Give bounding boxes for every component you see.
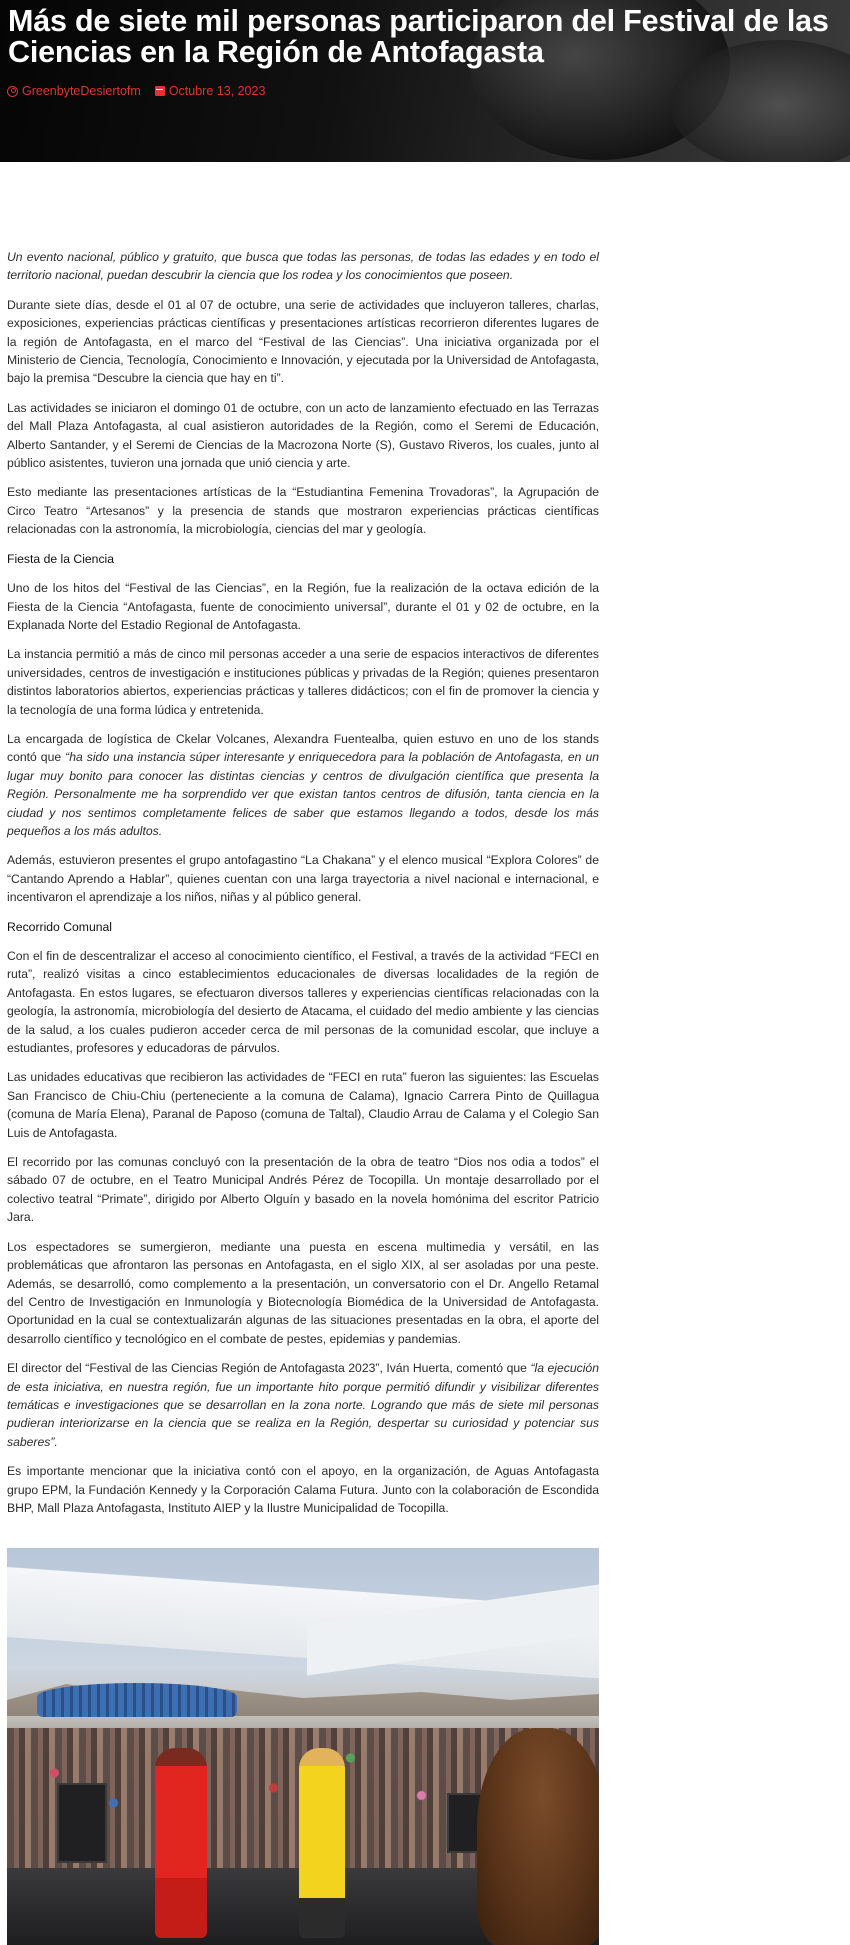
photo-performer-yellow [299, 1748, 345, 1938]
article-photo [7, 1548, 599, 1945]
quote-intro: La encargada de logística de Ckelar Volcanes, Alexandra Fuentealba, quien estuvo en uno de los stands contó que [7, 731, 599, 765]
quote-text: “ha sido una instancia súper interesante y enriquecedora para la población de Antofagasta, en un lugar muy bonito para conocer las distintas ciencias y centros de divulgación científica que presenta la Región. Personalmente me ha sorprendido ver que existan tantos centros de difusión, tanta ciencia en la ciudad y nos sentimos completamente felices de saber que estamos llegando a todos, desde los más pequeños a los más adultos. [7, 750, 599, 838]
paragraph: Con el fin de descentralizar el acceso al conocimiento científico, el Festival, a través de la actividad “FECI en ruta”, realizó visitas a cinco establecimientos educacionales de diversas localidades de la región de Antofagasta. En estos lugares, se efectuaron diversos talleres y experiencias científicas relacionadas con la geología, la astronomía, microbiología del desierto de Atacama, el cuidado del medio ambiente y las ciencias de la salud, a los cuales pudieron acceder cerca de mil personas de la comunidad escolar, que incluye a estudiantes, profesores y educadoras de párvulos. [7, 949, 599, 1056]
article-lead: Un evento nacional, público y gratuito, que busca que todas las personas, de todas las edades y en todo el territorio nacional, puedan descubrir la ciencia que los rodea y los conocimientos que poseen. [7, 250, 599, 283]
section-heading-fiesta: Fiesta de la Ciencia [7, 551, 115, 566]
quote-text: “la ejecución de esta iniciativa, en nuestra región, fue un importante hito porque permitió difundir y visibilizar diferentes temáticas e investigaciones que se desarrollan en la zona norte. Logrando que más de siete mil personas pudieran interiorizarse en la ciencia que se realiza en la Región, despertar su curiosidad y potenciar sus saberes”. [7, 1361, 599, 1449]
article-title: Más de siete mil personas participaron del Festival de las Ciencias en la Región de Antofagasta [8, 4, 829, 69]
paragraph: La instancia permitió a más de cinco mil personas acceder a una serie de espacios interactivos de diferentes universidades, centros de investigación e instituciones públicas y privadas de la Región; quienes presentaron distintos laboratorios abiertos, experiencias prácticas y talleres didácticos; con el fin de promover la ciencia y la tecnología de una forma lúdica y entretenida. [7, 647, 599, 717]
author-link[interactable] [7, 84, 141, 98]
paragraph: Las actividades se iniciaron el domingo 01 de octubre, con un acto de lanzamiento efectuado en las Terrazas del Mall Plaza Antofagasta, al cual asistieron autoridades de la Región, como el Seremi de Educación, Alberto Santander, y el Seremi de Ciencias de la Macrozona Norte (S), Gustavo Riveros, los cuales, junto al público asistentes, tuvieron una jornada que unió ciencia y arte. [7, 400, 599, 471]
paragraph: Esto mediante las presentaciones artísticas de la “Estudiantina Femenina Trovadoras”, la Agrupación de Circo Teatro “Artesanos” y la presencia de stands que mostraron experiencias prácticas científicas relacionadas con la astronomía, la microbiología, ciencias del mar y geología. [7, 485, 599, 537]
article-hero [0, 0, 850, 162]
user-icon [7, 86, 18, 97]
paragraph: El recorrido por las comunas concluyó con la presentación de la obra de teatro “Dios nos odia a todos” el sábado 07 de octubre, en el Teatro Municipal Andrés Pérez de Tocopilla. Un montaje desarrollado por el colectivo teatral “Primate”, dirigido por Alberto Olguín y basado en la novela homónima del escritor Patricio Jara. [7, 1155, 599, 1225]
publish-date: Octubre 13, 2023 [168, 84, 266, 98]
author-name: GreenbyteDesiertofm [22, 84, 141, 98]
paragraph: Durante siete días, desde el 01 al 07 de octubre, una serie de actividades que incluyeron talleres, charlas, exposiciones, experiencias prácticas científicas y presentaciones artísticas recorrieron diferentes lugares de la región de Antofagasta, en el marco del “Festival de las Ciencias”. Una iniciativa organizada por el Ministerio de Ciencia, Tecnología, Conocimiento e Innovación, y ejecutada por la Universidad de Antofagasta, bajo la premisa “Descubre la ciencia que hay en ti”. [7, 297, 599, 386]
paragraph: Los espectadores se sumergieron, mediante una puesta en escena multimedia y versátil, en las problemáticas que afrontaron las personas en Antofagasta, en el siglo XIX, al ser asoladas por una peste. Además, se desarrolló, como complemento a la presentación, un conversatorio con el Dr. Angello Retamal del Centro de Investigación en Inmunología y Biotecnología Biomédica de la Universidad de Antofagasta. Oportunidad en la cual se contextualizarán algunas de las situaciones presentadas en la obra, el aporte del desarrollo científico y tecnológico en el combate de pestes, epidemias y pandemias. [7, 1239, 599, 1346]
paragraph [7, 730, 599, 840]
calendar-icon [155, 86, 165, 96]
photo-bear-mascot [477, 1728, 599, 1945]
paragraph: Uno de los hitos del “Festival de las Ciencias”, en la Región, fue la realización de la octava edición de la Fiesta de la Ciencia “Antofagasta, fuente de conocimiento universal”, durante el 01 y 02 de octubre, en la Explanada Norte del Estadio Regional de Antofagasta. [7, 581, 599, 632]
photo-stadium [37, 1683, 237, 1717]
photo-speaker [57, 1783, 107, 1863]
paragraph: Las unidades educativas que recibieron las actividades de “FECI en ruta” fueron las siguientes: las Escuelas San Francisco de Chiu-Chiu (perteneciente a la comuna de Calama), Ignacio Carrera Pinto de Quillagua (comuna de María Elena), Paranal de Paposo (comuna de Taltal), Claudio Arrau de Calama y el Colegio San Luis de Antofagasta. [7, 1070, 599, 1140]
article-body [7, 248, 599, 1528]
paragraph [7, 1359, 599, 1451]
quote-intro: El director del “Festival de las Ciencias Región de Antofagasta 2023”, Iván Huerta, comentó que [7, 1361, 531, 1376]
section-heading-recorrido: Recorrido Comunal [7, 919, 112, 934]
paragraph: Además, estuvieron presentes el grupo antofagastino “La Chakana” y el elenco musical “Explora Colores” de “Cantando Aprendo a Hablar”, quienes cuentan con una larga trayectoria a nivel nacional e internacional, e incentivaron el aprendizaje a los niños, niñas y al público general. [7, 853, 599, 905]
paragraph: Es importante mencionar que la iniciativa contó con el apoyo, en la organización, de Aguas Antofagasta grupo EPM, la Fundación Kennedy y la Corporación Calama Futura. Junto con la colaboración de Escondida BHP, Mall Plaza Antofagasta, Instituto AIEP y la Ilustre Municipalidad de Tocopilla. [7, 1464, 599, 1515]
article-meta [7, 84, 279, 98]
photo-performer-red [155, 1748, 207, 1938]
date-link[interactable] [155, 84, 266, 98]
